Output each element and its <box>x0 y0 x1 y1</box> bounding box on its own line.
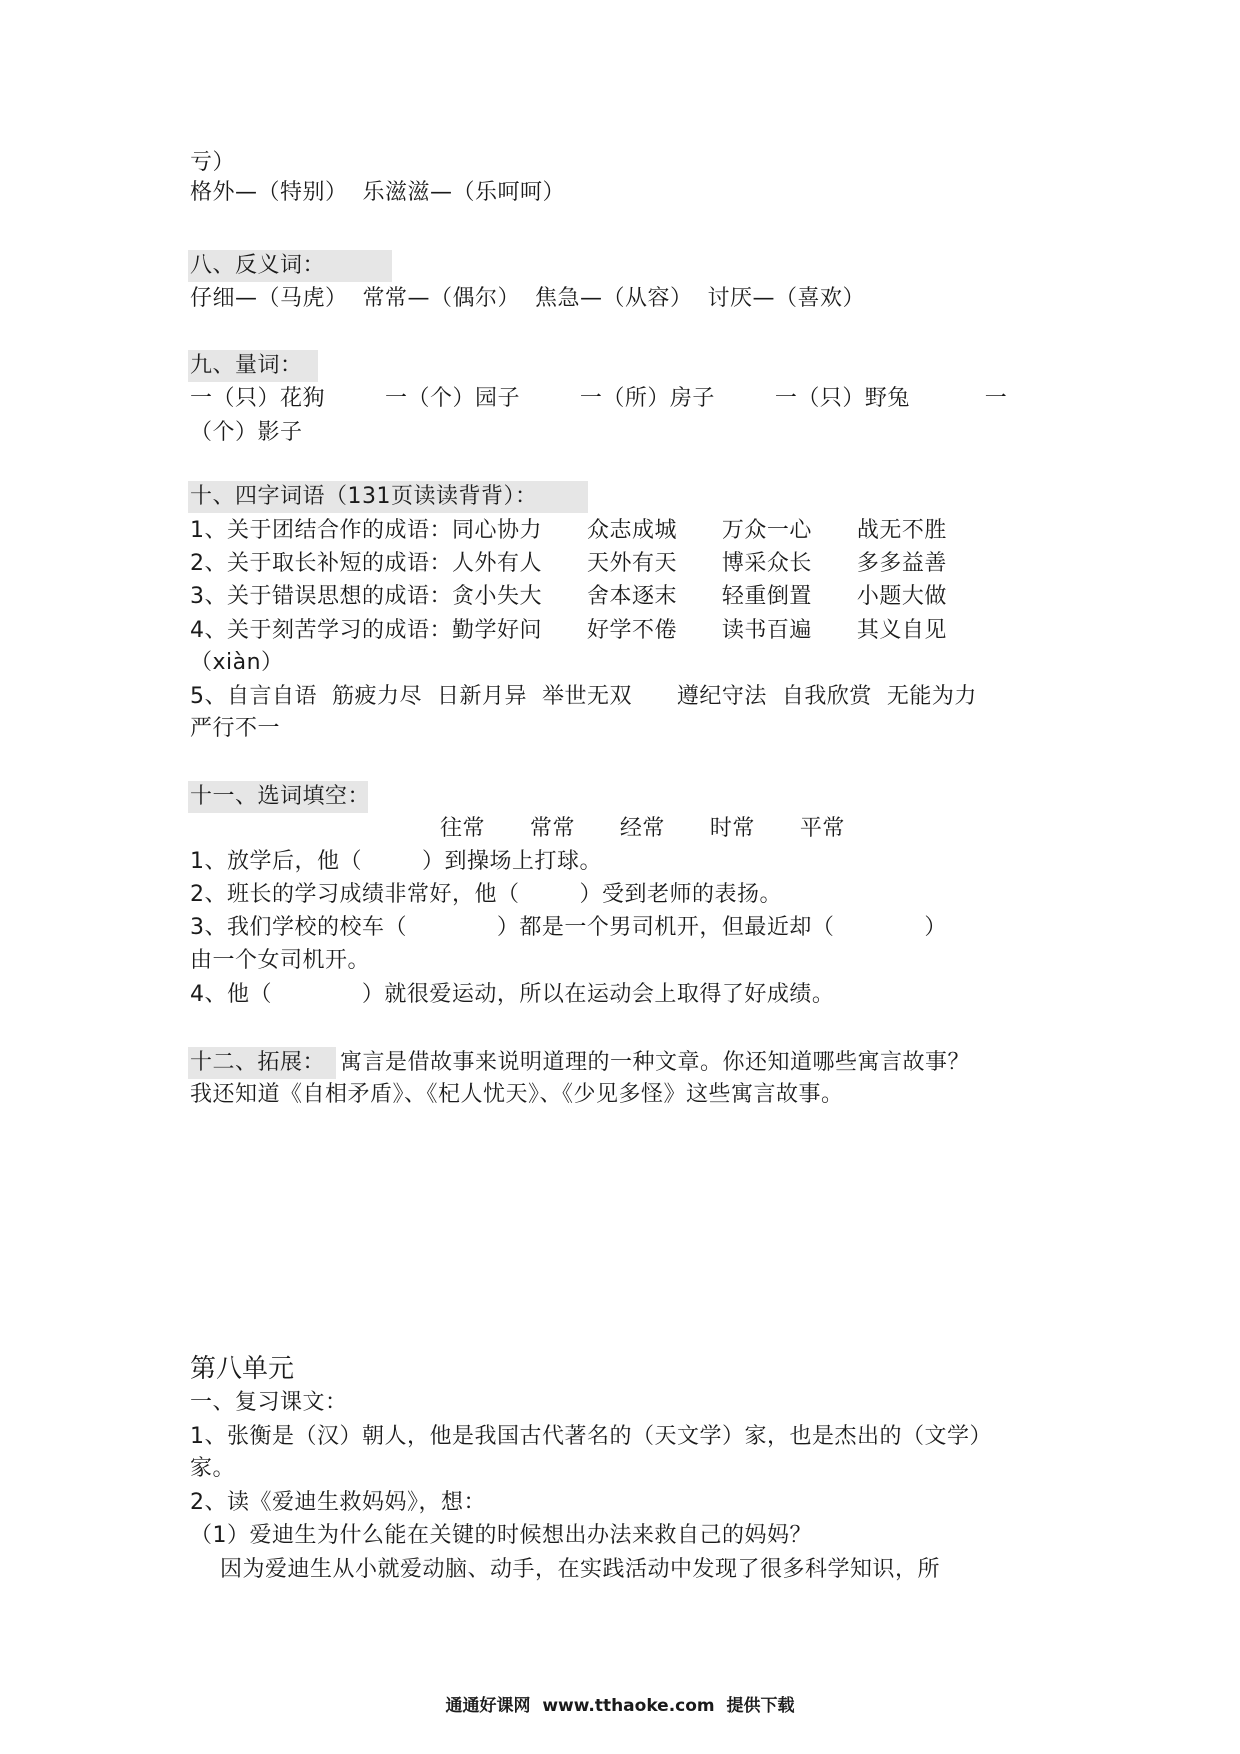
text-line-5: （个）影子 <box>190 420 303 445</box>
word-choices: 往常 常常 经常 时常 平常 <box>440 816 845 841</box>
section-heading-10: 十、四字词语（131页读读背背）： <box>188 481 588 513</box>
text-line-26: 因为爱迪生从小就爱动脑、动手，在实践活动中发现了很多科学知识，所 <box>190 1557 940 1582</box>
text-line-19: 寓言是借故事来说明道理的一种文章。你还知道哪些寓言故事？ <box>340 1050 971 1075</box>
text-line-18: 4、他（ ）就很爱运动，所以在运动会上取得了好成绩。 <box>190 982 835 1007</box>
text-line-14: 1、放学后，他（ ）到操场上打球。 <box>190 849 602 874</box>
text-line-4: 一（只）花狗 一（个）园子 一（所）房子 一（只）野兔 一 <box>190 386 1008 411</box>
text-line-3: 仔细—（马虎） 常常—（偶尔） 焦急—（从容） 讨厌—（喜欢） <box>190 286 865 311</box>
text-line-6: 1、关于团结合作的成语：同心协力 众志成城 万众一心 战无不胜 <box>190 518 947 543</box>
text-line-10: （xiàn） <box>190 650 284 675</box>
text-line-11: 5、自言自语 筋疲力尽 日新月异 举世无双 遵纪守法 自我欣赏 无能为力 <box>190 684 977 709</box>
text-line-7: 2、关于取长补短的成语：人外有人 天外有天 博采众长 多多益善 <box>190 551 947 576</box>
text-line-20: 我还知道《自相矛盾》、《杞人忧天》、《少见多怪》这些寓言故事。 <box>190 1082 844 1107</box>
text-line-12: 严行不一 <box>190 716 281 741</box>
section-heading-11: 十一、选词填空： <box>188 781 368 813</box>
section-heading-9: 九、量词： <box>188 350 318 382</box>
text-line-1: 亏） <box>190 150 236 175</box>
text-line-21: 一、复习课文： <box>190 1390 348 1415</box>
text-line-8: 3、关于错误思想的成语：贪小失大 舍本逐末 轻重倒置 小题大做 <box>190 584 947 609</box>
text-line-9: 4、关于刻苦学习的成语：勤学好问 好学不倦 读书百遍 其义自见 <box>190 618 947 643</box>
text-line-23: 家。 <box>190 1456 236 1481</box>
text-line-16: 3、我们学校的校车（ ）都是一个男司机开，但最近却（ ） <box>190 915 947 940</box>
section-heading-8: 八、反义词： <box>188 250 392 282</box>
text-line-24: 2、读《爱迪生救妈妈》，想： <box>190 1490 486 1515</box>
text-line-22: 1、张衡是（汉）朝人，他是我国古代著名的（天文学）家，也是杰出的（文学） <box>190 1424 992 1449</box>
page-footer: 通通好课网 www.tthaoke.com 提供下载 <box>445 1696 795 1716</box>
text-line-15: 2、班长的学习成绩非常好，他（ ）受到老师的表扬。 <box>190 882 782 907</box>
text-line-17: 由一个女司机开。 <box>190 948 371 973</box>
section-heading-12: 十二、拓展： <box>188 1047 336 1079</box>
text-line-25: （1）爱迪生为什么能在关键的时候想出办法来救自己的妈妈？ <box>190 1523 812 1548</box>
text-line-2: 格外—（特别） 乐滋滋—（乐呵呵） <box>190 180 565 205</box>
unit-title: 第八单元 <box>190 1354 295 1384</box>
